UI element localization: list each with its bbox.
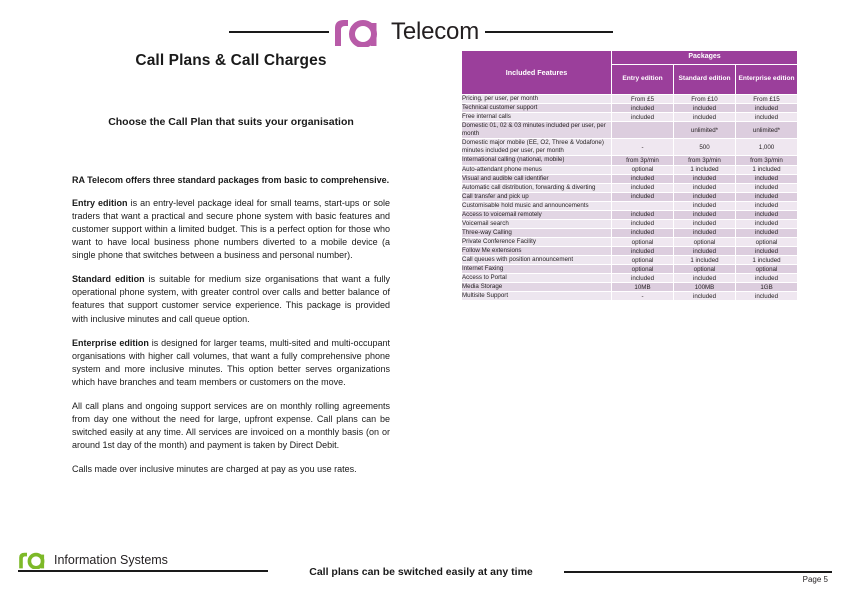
feature-name-cell: Visual and audible call identifier [462, 174, 612, 183]
standard-value-cell: 500 [674, 139, 736, 156]
enterprise-value-cell: included [736, 192, 798, 201]
table-row [462, 238, 798, 247]
feature-name-cell: Voicemail search [462, 219, 612, 228]
header-packages: Packages [612, 51, 798, 65]
entry-value-cell: from 3p/min [612, 156, 674, 165]
feature-name-cell: Domestic major mobile (EE, O2, Three & Vodafone) minutes included per user, per month [462, 139, 612, 156]
table-row [462, 283, 798, 292]
entry-value-cell: included [612, 192, 674, 201]
standard-value-cell: included [674, 104, 736, 113]
table-row [462, 201, 798, 210]
enterprise-value-cell: included [736, 228, 798, 237]
entry-value-cell [612, 201, 674, 210]
feature-name-cell: Access to Portal [462, 274, 612, 283]
table-head [462, 51, 798, 95]
entry-value-cell: included [612, 219, 674, 228]
feature-name-cell: Access to voicemail remotely [462, 210, 612, 219]
table-row [462, 104, 798, 113]
entry-value-cell: included [612, 210, 674, 219]
enterprise-value-cell: unlimited* [736, 122, 798, 139]
entry-value-cell: included [612, 174, 674, 183]
standard-value-cell: included [674, 219, 736, 228]
standard-value-cell: included [674, 174, 736, 183]
footer-brand-name: Information Systems [54, 553, 168, 567]
entry-value-cell: included [612, 274, 674, 283]
package-comparison-table [461, 50, 798, 301]
enterprise-value-cell: included [736, 247, 798, 256]
entry-value-cell: included [612, 247, 674, 256]
feature-name-cell: Follow Me extensions [462, 247, 612, 256]
table-row [462, 122, 798, 139]
enterprise-value-cell: included [736, 219, 798, 228]
table-row [462, 247, 798, 256]
table-row [462, 292, 798, 301]
standard-value-cell: optional [674, 238, 736, 247]
entry-value-cell: - [612, 292, 674, 301]
header-included-features: Included Features [462, 51, 612, 95]
standard-value-cell: optional [674, 265, 736, 274]
feature-name-cell: Multisite Support [462, 292, 612, 301]
body-paragraphs [72, 197, 390, 476]
entry-value-cell: - [612, 139, 674, 156]
feature-name-cell: Private Conference Facility [462, 238, 612, 247]
standard-value-cell: included [674, 201, 736, 210]
feature-name-cell: Technical customer support [462, 104, 612, 113]
entry-value-cell: included [612, 104, 674, 113]
feature-name-cell: Call transfer and pick up [462, 192, 612, 201]
enterprise-value-cell: included [736, 210, 798, 219]
standard-value-cell: included [674, 247, 736, 256]
table-row [462, 210, 798, 219]
paragraph-4: All call plans and ongoing support services are on monthly rolling agreements from day one without the need for large, upfront expense. Call plans can be switched easily at any time. All services are invoiced on a monthly basis (on or around 1st day of the month) and payment is taken by Direct Debit. [72, 400, 390, 450]
feature-name-cell: Media Storage [462, 283, 612, 292]
enterprise-value-cell: From £15 [736, 95, 798, 104]
enterprise-value-cell: included [736, 113, 798, 122]
enterprise-value-cell: included [736, 201, 798, 210]
header-entry-edition: Entry edition [612, 65, 674, 95]
enterprise-value-cell: optional [736, 238, 798, 247]
paragraph-3: Enterprise edition is designed for larger teams, multi-sited and multi-occupant organisations with higher call volumes, that want a fully comprehensive phone system and more inclusive minutes. This option better serves organizations which have branches and team members or customers on the move. [72, 337, 390, 387]
standard-value-cell: 100MB [674, 283, 736, 292]
header-enterprise-edition: Enterprise edition [736, 65, 798, 95]
enterprise-value-cell: included [736, 174, 798, 183]
table-body [462, 95, 798, 301]
paragraph-2: Standard edition is suitable for medium size organisations that want a fully operational phone system, with greater control over calls and better balance of features that support customer service experience. This package is provided with inclusive minutes and call queue option. [72, 274, 390, 324]
standard-value-cell: unlimited* [674, 122, 736, 139]
paragraph-5: Calls made over inclusive minutes are charged at pay as you use rates. [72, 463, 357, 474]
table-header-row-top [462, 51, 798, 65]
table-row [462, 192, 798, 201]
standard-value-cell: 1 included [674, 256, 736, 265]
enterprise-value-cell: included [736, 183, 798, 192]
feature-name-cell: Pricing, per user, per month [462, 95, 612, 104]
table-row [462, 274, 798, 283]
enterprise-value-cell: 1GB [736, 283, 798, 292]
table-row [462, 183, 798, 192]
table-row [462, 139, 798, 156]
standard-value-cell: included [674, 210, 736, 219]
ra-logo-icon [333, 17, 383, 47]
table-row [462, 165, 798, 174]
standard-value-cell: included [674, 274, 736, 283]
feature-name-cell: Internet Faxing [462, 265, 612, 274]
entry-value-cell: optional [612, 256, 674, 265]
feature-name-cell: Three-way Calling [462, 228, 612, 237]
feature-name-cell: Call queues with position announcement [462, 256, 612, 265]
page-subtitle: Choose the Call Plan that suits your organisation [108, 116, 354, 128]
table-row [462, 219, 798, 228]
feature-name-cell: Automatic call distribution, forwarding & diverting [462, 183, 612, 192]
footer-tagline: Call plans can be switched easily at any time [309, 566, 533, 578]
enterprise-value-cell: from 3p/min [736, 156, 798, 165]
standard-value-cell: included [674, 192, 736, 201]
feature-name-cell: Customisable hold music and announcements [462, 201, 612, 210]
entry-value-cell: included [612, 228, 674, 237]
brand-name: Telecom [391, 18, 479, 45]
entry-value-cell: optional [612, 165, 674, 174]
table-row [462, 95, 798, 104]
standard-value-cell: included [674, 228, 736, 237]
header-standard-edition: Standard edition [674, 65, 736, 95]
page-number: Page 5 [802, 575, 828, 584]
table-row [462, 174, 798, 183]
enterprise-value-cell: 1 included [736, 256, 798, 265]
entry-value-cell: From £5 [612, 95, 674, 104]
table-row [462, 228, 798, 237]
header-rule-left [229, 31, 329, 33]
document-header [0, 14, 842, 50]
feature-name-cell: International calling (national, mobile) [462, 156, 612, 165]
feature-name-cell: Domestic 01, 02 & 03 minutes included per user, per month [462, 122, 612, 139]
standard-value-cell: included [674, 292, 736, 301]
standard-value-cell: From £10 [674, 95, 736, 104]
enterprise-value-cell: 1,000 [736, 139, 798, 156]
footer-rule-right [564, 571, 832, 573]
enterprise-value-cell: included [736, 274, 798, 283]
entry-value-cell: optional [612, 265, 674, 274]
enterprise-value-cell: included [736, 104, 798, 113]
standard-value-cell: included [674, 183, 736, 192]
table-row [462, 156, 798, 165]
paragraph-1: Entry edition is an entry-level package ideal for small teams, start-ups or sole traders that want a practical and secure phone system with basic features and customer support within a limited budget. This is a perfect option for those who want to have local business phone numbers diverted to a mobile device (a single phone that switches between a business and personal number). [72, 198, 390, 261]
paragraph-lead: Enterprise edition [72, 337, 149, 348]
enterprise-value-cell: included [736, 292, 798, 301]
standard-value-cell: from 3p/min [674, 156, 736, 165]
paragraph-lead: Standard edition [72, 274, 145, 285]
table-row [462, 265, 798, 274]
table-row [462, 256, 798, 265]
table-row [462, 113, 798, 122]
left-content-column [72, 52, 390, 476]
enterprise-value-cell: optional [736, 265, 798, 274]
entry-value-cell: optional [612, 238, 674, 247]
entry-value-cell: included [612, 113, 674, 122]
standard-value-cell: 1 included [674, 165, 736, 174]
entry-value-cell [612, 122, 674, 139]
brand-lockup [333, 17, 479, 47]
page-title: Call Plans & Call Charges [135, 52, 327, 69]
paragraph-lead: Entry edition [72, 198, 128, 209]
feature-name-cell: Free internal calls [462, 113, 612, 122]
feature-name-cell: Auto-attendant phone menus [462, 165, 612, 174]
header-rule-right [485, 31, 613, 33]
enterprise-value-cell: 1 included [736, 165, 798, 174]
entry-value-cell: included [612, 183, 674, 192]
standard-value-cell: included [674, 113, 736, 122]
entry-value-cell: 10MB [612, 283, 674, 292]
intro-line: RA Telecom offers three standard packages from basic to comprehensive. [72, 175, 390, 185]
